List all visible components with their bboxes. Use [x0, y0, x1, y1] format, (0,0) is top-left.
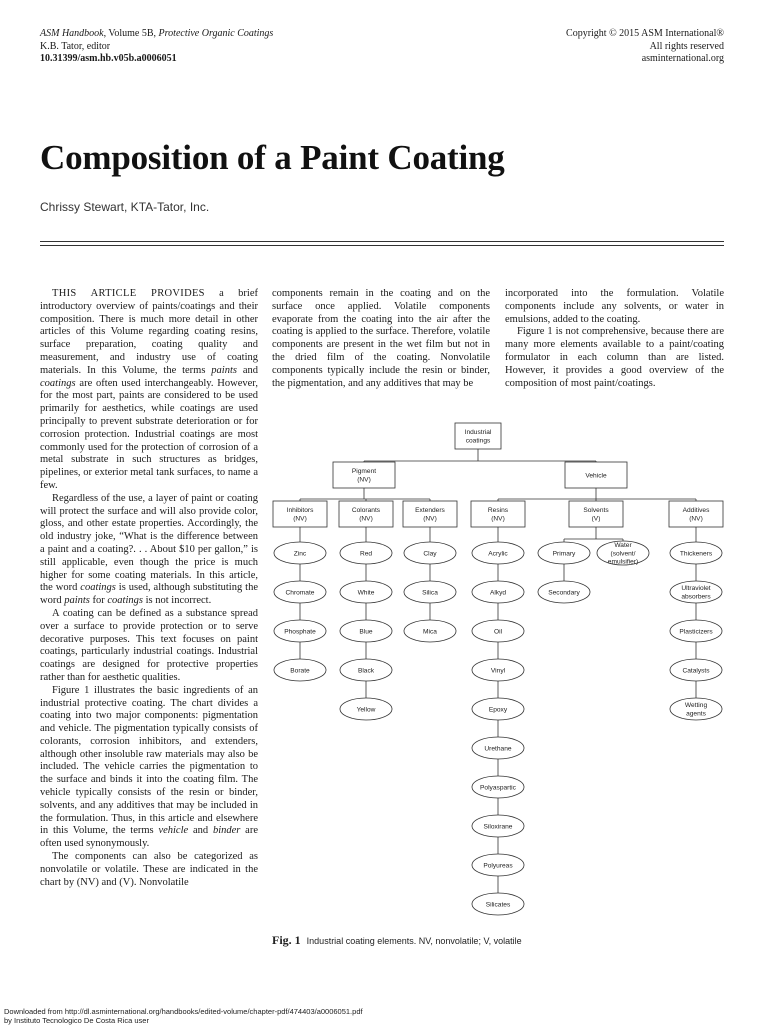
body-column-1 [40, 288, 258, 889]
node-label: Inhibitors [287, 507, 314, 514]
category-item [472, 815, 524, 837]
node-label: Resins [488, 507, 509, 514]
node-label: Silicates [486, 901, 511, 908]
node-label: Silica [422, 589, 438, 596]
header-copyright: Copyright © 2015 ASM International® [566, 28, 724, 41]
category-item [472, 854, 524, 876]
node-label: Mica [423, 628, 437, 635]
node-label: Ultraviolet [681, 585, 710, 592]
node-label: coatings [466, 438, 491, 445]
node-label: Polyureas [483, 862, 513, 869]
node-label: Vinyl [491, 667, 506, 674]
node-label: Zinc [294, 550, 307, 557]
category-item [670, 581, 722, 603]
article-author: Chrissy Stewart, KTA-Tator, Inc. [40, 200, 209, 214]
node-label: (V) [592, 516, 601, 523]
figure-label: Fig. 1 [272, 933, 301, 947]
node-label: Clay [423, 550, 437, 557]
footer-download-line: Downloaded from http://dl.asminternational.org/handbooks/edited-volume/chapter-pdf/474403/a0006051.pdf [4, 1008, 363, 1017]
paragraph: Figure 1 is not comprehensive, because there are many more elements available to a paint/coating formulator in each column than are listed. However, it provides a good overview of the composition of most paint/coatings. [505, 326, 724, 390]
article-title: Composition of a Paint Coating [40, 138, 505, 178]
paragraph: A coating can be defined as a substance spread over a surface to provide protection or to serve decorative purposes. This text focuses on paint coatings, particularly industrial coatings. Industrial coatings are designed for protective properties rather than for aesthetic qualities. [40, 608, 258, 685]
category-item [472, 776, 524, 798]
category-item [404, 581, 456, 603]
node-label: emulsifier) [608, 559, 638, 566]
header-website: asminternational.org [566, 53, 724, 66]
category-node [569, 501, 623, 527]
footer-user-line: by Instituto Tecnologico De Costa Rica user [4, 1017, 363, 1025]
category-item [340, 542, 392, 564]
category-item [340, 659, 392, 681]
header-right [566, 28, 724, 66]
paragraph: components remain in the coating and on the surface once applied. Volatile components evaporate from the coating into the air after the coating is applied to the surface. Therefore, volatile components are present in the wet film but not in the dried film of the coating. Nonvolatile components typically include the resin or binder, the pigmentation, and any additives that may be [272, 288, 490, 390]
category-item [472, 893, 524, 915]
node-label: Catalysts [682, 667, 710, 674]
category-item [670, 659, 722, 681]
node-label: Colorants [352, 507, 381, 514]
node-label: Yellow [357, 706, 376, 713]
category-item [340, 581, 392, 603]
node-label: Alkyd [490, 589, 506, 596]
node-label: (NV) [689, 516, 703, 523]
category-item [274, 620, 326, 642]
category-item [472, 542, 524, 564]
node-label: Plasticizers [679, 628, 713, 635]
category-item [404, 542, 456, 564]
figure-coating-elements [272, 415, 724, 930]
paragraph: THIS ARTICLE PROVIDES a brief introductory overview of paints/coatings and their composition. There is much more detail in other articles of this Volume regarding coating resins, surface preparation, coating quality and measurement, and industry use of coating materials. In this Volume, the terms paints and coatings are often used interchangeably. However, for the most part, paints are considered to be used primarily for aesthetics, while coatings are used principally to prevent substrate deterioration or for corrosion protection. Industrial coatings are most commonly used for the protection of corrosion of a metal substrate in such structures as bridges, pipelines, or exterior metal tank surfaces, to name a few. [40, 288, 258, 493]
node-label: Chromate [286, 589, 315, 596]
figure-caption [272, 933, 522, 948]
category-item [472, 737, 524, 759]
category-item [404, 620, 456, 642]
root-node [455, 423, 501, 449]
group-node [565, 462, 627, 488]
body-column-2 [272, 288, 490, 390]
title-rule-bottom [40, 245, 724, 246]
category-node [403, 501, 457, 527]
header-doi: 10.31399/asm.hb.v05b.a0006051 [40, 53, 273, 66]
node-label: Extenders [415, 507, 445, 514]
category-node [471, 501, 525, 527]
node-label: (NV) [359, 516, 373, 523]
category-node [273, 501, 327, 527]
node-label: (NV) [357, 477, 371, 484]
node-label: Thickeners [680, 550, 713, 557]
category-item [670, 698, 722, 720]
group-node [333, 462, 395, 488]
node-label: Borate [290, 667, 310, 674]
solvent-item [538, 542, 590, 564]
node-label: Industrial [465, 429, 492, 436]
node-label: Epoxy [489, 706, 508, 713]
node-label: Black [358, 667, 375, 674]
node-label: Water [614, 542, 632, 549]
node-label: (NV) [423, 516, 437, 523]
node-label: Additives [683, 507, 710, 514]
header-publication: ASM Handbook, Volume 5B, Protective Organic Coatings [40, 28, 273, 41]
node-label: (NV) [293, 516, 307, 523]
node-label: Acrylic [488, 550, 508, 557]
node-label: Vehicle [585, 472, 607, 479]
node-label: Oil [494, 628, 503, 635]
header-editor: K.B. Tator, editor [40, 41, 273, 54]
body-column-3 [505, 288, 724, 390]
solvent-item [538, 581, 590, 603]
tree-diagram [272, 415, 724, 930]
node-label: Red [360, 550, 372, 557]
node-label: Primary [553, 550, 576, 557]
node-label: Pigment [352, 468, 376, 475]
paragraph: Figure 1 illustrates the basic ingredients of an industrial protective coating. The chart divides a coating into two major components: pigmentation and vehicle. The pigmentation typically consists of colorants, corrosion inhibitors, and extenders, although other insoluble raw materials may also be included. The vehicle carries the pigmentation to the surface and binds it into the coating film. The vehicle typically consists of the resin or binder, solvents, and any additives that may be included in the formulation. Thus, in this article and elsewhere in this Volume, the terms vehicle and binder are often used synonymously. [40, 685, 258, 851]
node-label: Urethane [484, 745, 511, 752]
category-item [274, 659, 326, 681]
node-label: Siloxirane [484, 823, 513, 830]
header-left [40, 28, 273, 66]
paragraph: incorporated into the formulation. Volatile components include any solvents, or water in emulsions, added to the coating. [505, 288, 724, 326]
node-label: (solvent/ [611, 550, 636, 557]
node-label: White [358, 589, 375, 596]
figure-caption-text: Industrial coating elements. NV, nonvolatile; V, volatile [307, 936, 522, 946]
node-label: Wetting [685, 702, 708, 709]
node-label: Solvents [583, 507, 609, 514]
paragraph: The components can also be categorized as nonvolatile or volatile. These are indicated in the chart by (NV) and (V). Nonvolatile [40, 851, 258, 889]
node-label: absorbers [681, 594, 711, 601]
category-item [340, 620, 392, 642]
solvent-item [597, 541, 649, 566]
header-rights: All rights reserved [566, 41, 724, 54]
paragraph: Regardless of the use, a layer of paint or coating will protect the surface and will also provide color, gloss, and other estate properties. Accordingly, the old industry joke, “What is the difference between a paint and a coating?. . . About $10 per gallon,” is still applicable, even though the price is much higher for some coating materials. In this article, the word coatings is used, although substituting the word paints for coatings is not incorrect. [40, 493, 258, 608]
title-rule-top [40, 241, 724, 242]
node-label: Phosphate [284, 628, 316, 635]
node-label: agents [686, 711, 707, 718]
download-footer [4, 1008, 363, 1025]
node-label: Blue [359, 628, 373, 635]
category-item [472, 659, 524, 681]
category-item [472, 581, 524, 603]
node-label: Polyaspartic [480, 784, 517, 791]
category-item [472, 620, 524, 642]
category-item [274, 581, 326, 603]
category-node [339, 501, 393, 527]
node-label: Secondary [548, 589, 580, 596]
category-item [472, 698, 524, 720]
category-item [670, 620, 722, 642]
category-item [274, 542, 326, 564]
category-node [669, 501, 723, 527]
category-item [670, 542, 722, 564]
node-label: (NV) [491, 516, 505, 523]
category-item [340, 698, 392, 720]
